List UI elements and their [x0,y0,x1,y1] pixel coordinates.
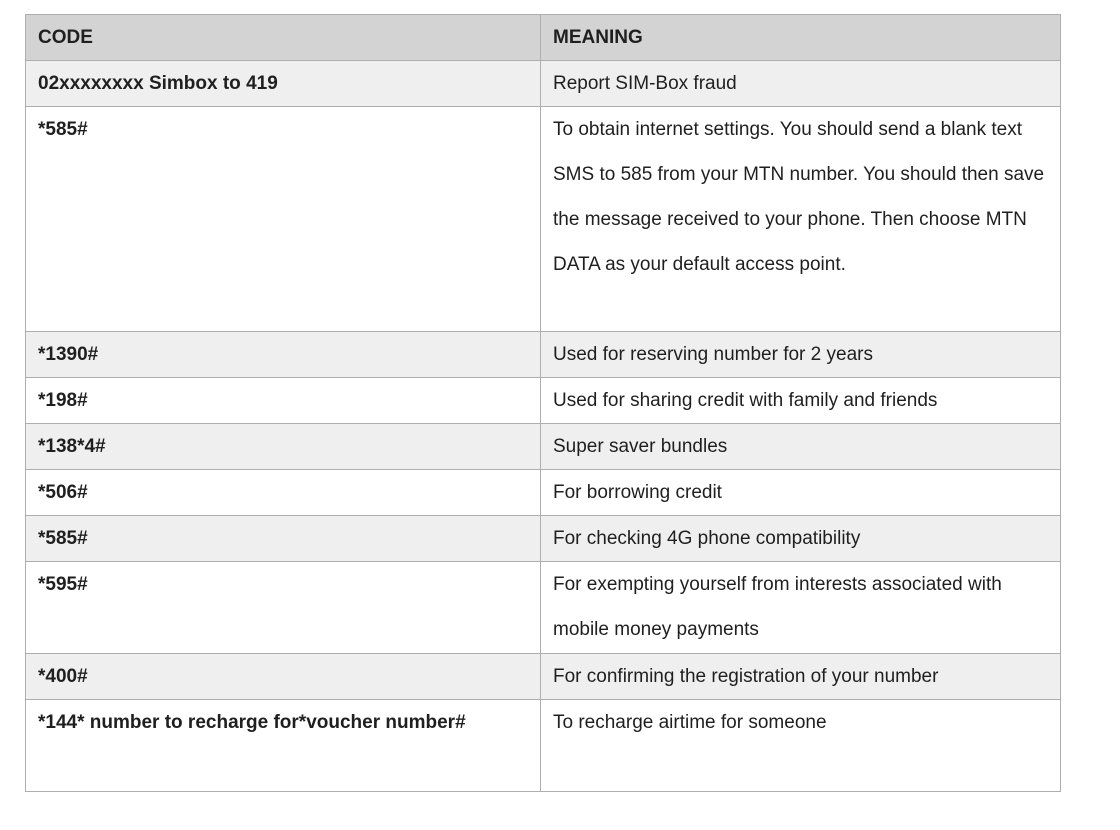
table-row [26,378,1061,424]
code-cell: *595# [26,562,541,654]
meaning-cell: Super saver bundles [541,424,1061,470]
code-cell: *585# [26,107,541,332]
meaning-cell: For confirming the registration of your number [541,654,1061,700]
meaning-column-header: MEANING [541,15,1061,61]
table-row [26,654,1061,700]
table-row [26,61,1061,107]
code-column-header: CODE [26,15,541,61]
table-row [26,107,1061,332]
code-cell: *585# [26,516,541,562]
table-row [26,700,1061,792]
code-cell: 02xxxxxxxx Simbox to 419 [26,61,541,107]
ussd-codes-table [25,14,1061,792]
meaning-cell: For checking 4G phone compatibility [541,516,1061,562]
meaning-cell: Used for sharing credit with family and friends [541,378,1061,424]
table-row [26,562,1061,654]
table-header-row [26,15,1061,61]
meaning-cell: To obtain internet settings. You should send a blank text SMS to 585 from your MTN number. You should then save the message received to your phone. Then choose MTN DATA as your default access point. [541,107,1061,332]
code-cell: *138*4# [26,424,541,470]
code-cell: *1390# [26,332,541,378]
code-cell: *144* number to recharge for*voucher number# [26,700,541,792]
code-cell: *400# [26,654,541,700]
meaning-cell: To recharge airtime for someone [541,700,1061,792]
meaning-cell: For borrowing credit [541,470,1061,516]
code-cell: *198# [26,378,541,424]
table-row [26,332,1061,378]
table-row [26,516,1061,562]
code-cell: *506# [26,470,541,516]
table-row [26,424,1061,470]
meaning-cell: For exempting yourself from interests associated with mobile money payments [541,562,1061,654]
meaning-cell: Used for reserving number for 2 years [541,332,1061,378]
table-row [26,470,1061,516]
meaning-cell: Report SIM-Box fraud [541,61,1061,107]
